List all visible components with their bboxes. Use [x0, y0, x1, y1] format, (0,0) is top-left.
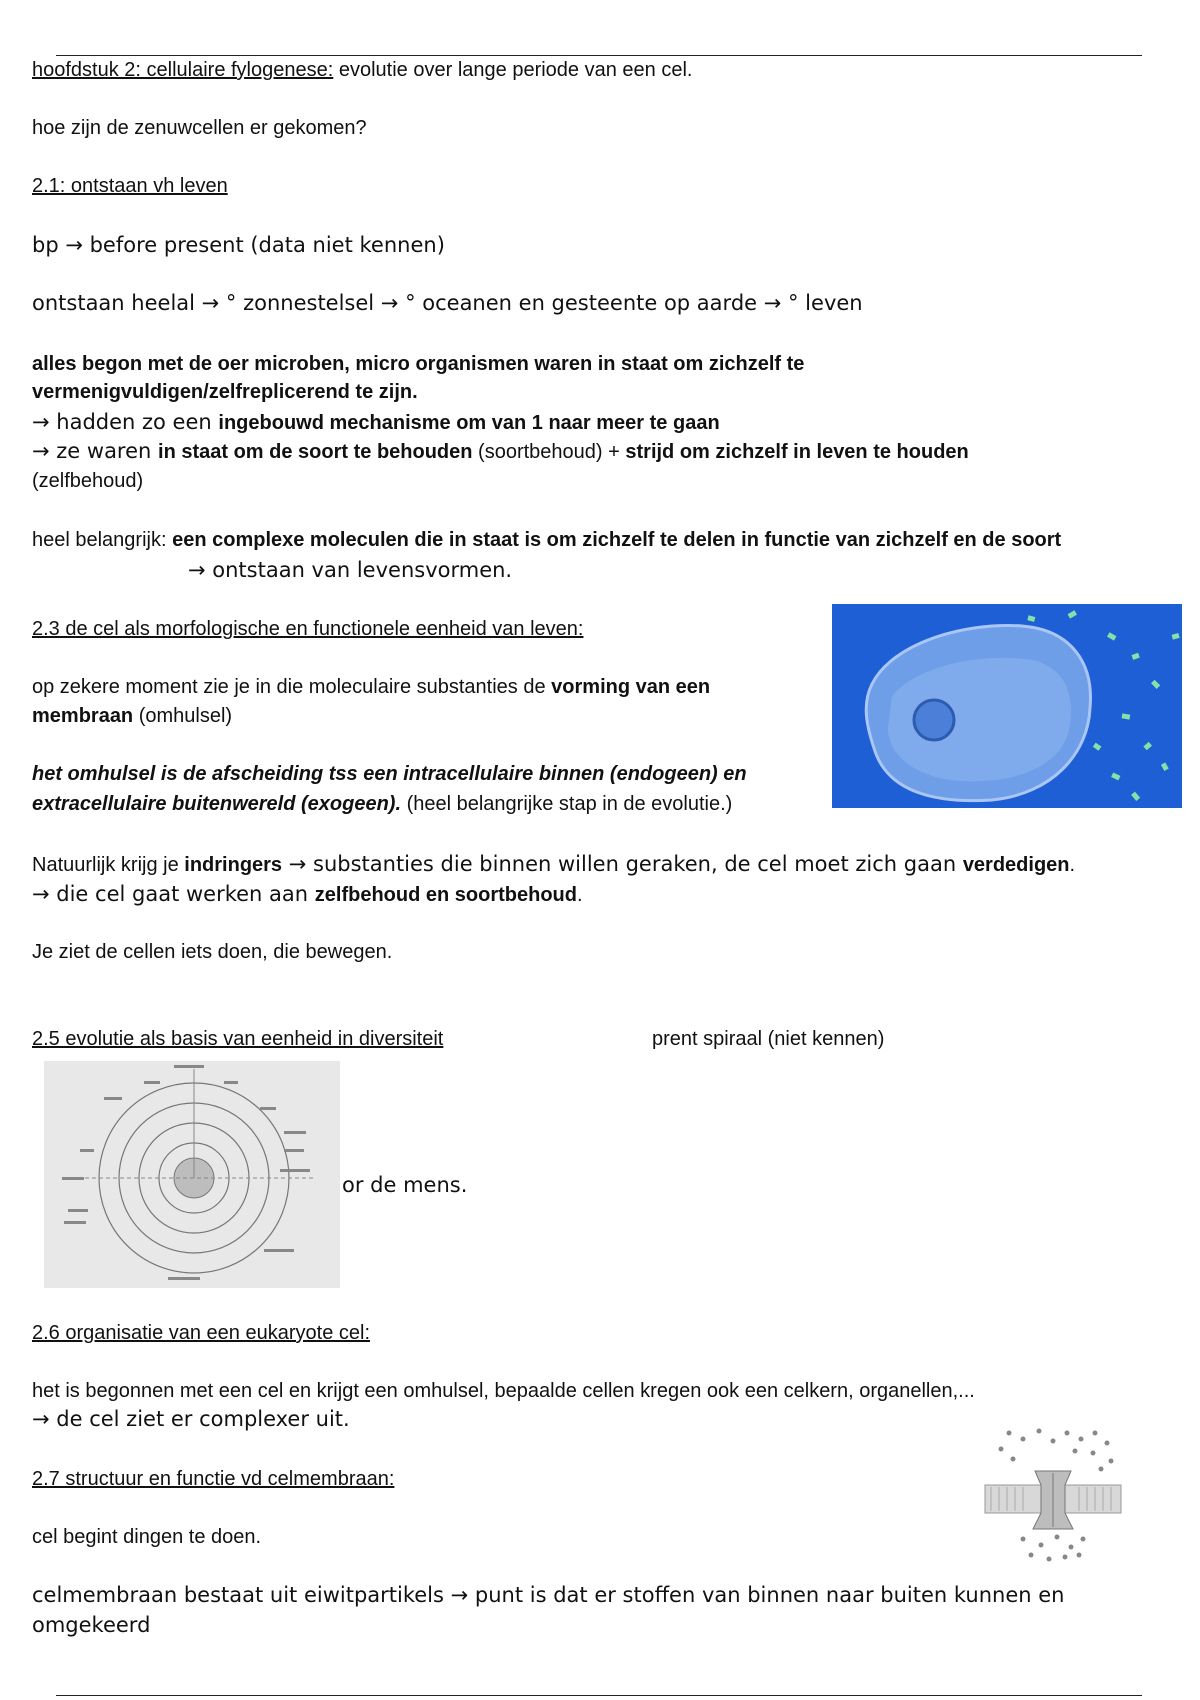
origin-chain: ontstaan heelal → ° zonnestelsel → ° oceanen en gesteente op aarde → ° leven: [32, 291, 863, 315]
microbes-line-2: [32, 378, 418, 406]
question-line: hoe zijn de zenuwcellen er gekomen?: [32, 117, 367, 139]
amoeba-photo: [832, 604, 1182, 808]
arrow2-pre: → ze waren: [32, 439, 159, 463]
membrane-pre: op zekere moment zie je in die moleculaire substanties de: [32, 676, 552, 698]
important-line: [32, 526, 1061, 554]
arrow-line-2-end: (zelfbehoud): [32, 470, 144, 492]
self-bold: zelfbehoud en soortbehoud: [314, 884, 577, 906]
important-pre: heel belangrijk:: [32, 529, 173, 551]
envelope-bold-italic-1: het omhulsel is de afscheiding tss een intracellulaire binnen (endogeen) en: [32, 763, 747, 785]
membrane-channel-svg: [983, 1425, 1123, 1565]
self-pre: → die cel gaat werken aan: [32, 882, 315, 906]
amoeba-photo-svg: [832, 604, 1182, 808]
membrane-bold: vorming van een: [551, 676, 711, 698]
partial-text: or de mens.: [342, 1173, 468, 1197]
arrow-line-1: [32, 408, 720, 437]
self-preservation-line: [32, 880, 583, 909]
spiral-note: prent spiraal (niet kennen): [652, 1028, 885, 1050]
intruders-mid: → substanties die binnen willen geraken, de cel moet zich gaan: [282, 852, 963, 876]
section-2-5-heading: 2.5 evolutie als basis van eenheid in diversiteit: [32, 1028, 444, 1050]
important-bold: een complexe moleculen die in staat is om zichzelf te delen in functie van zichzelf en de soort: [172, 529, 1062, 551]
envelope-end: (heel belangrijke stap in de evolutie.): [401, 793, 733, 815]
arrow2-bold: in staat om de soort te behouden: [158, 441, 473, 463]
envelope-bold-italic-2: extracellulaire buitenwereld (exogeen).: [32, 793, 402, 815]
chapter-heading: [32, 56, 692, 84]
chapter-heading-rest: evolutie over lange periode van een cel.: [333, 59, 693, 81]
arrow-line-2: [32, 437, 969, 466]
arrow2-mid: (soortbehoud) +: [472, 441, 626, 463]
self-end: .: [576, 884, 583, 906]
membrane-line-2: [32, 702, 232, 730]
cells-move-line: Je ziet de cellen iets doen, die bewegen.: [32, 941, 393, 963]
membrane-channel-figure: [983, 1425, 1123, 1565]
outside-particles: [999, 1429, 1114, 1472]
important-arrow: → ontstaan van levensvormen.: [188, 558, 513, 582]
evolution-spiral-svg: [44, 1061, 340, 1288]
microbes-line-1: [32, 350, 804, 378]
chapter-heading-label: hoofdstuk 2: cellulaire fylogenese:: [32, 59, 334, 81]
intruders-bold: indringers: [184, 854, 283, 876]
section-2-1-heading: 2.1: ontstaan vh leven: [32, 175, 228, 197]
section-2-3-heading: 2.3 de cel als morfologische en functionele eenheid van leven:: [32, 618, 584, 640]
intruders-bold-2: verdedigen: [962, 854, 1070, 876]
membrane-proteins-line-2: omgekeerd: [32, 1613, 151, 1637]
cell-does-line: cel begint dingen te doen.: [32, 1526, 262, 1548]
arrow1-pre: → hadden zo een: [32, 410, 219, 434]
eukaryote-line-1: het is begonnen met een cel en krijgt een omhulsel, bepaalde cellen kregen ook een celkern, organellen,...: [32, 1380, 975, 1402]
membrane-line-1: [32, 673, 710, 701]
microbes-bold-1: alles begon met de oer microben, micro organismen waren in staat om zichzelf te: [32, 353, 805, 375]
section-2-7-heading: 2.7 structuur en functie vd celmembraan:: [32, 1468, 395, 1490]
membrane-end: (omhulsel): [133, 705, 233, 727]
intruders-line: [32, 850, 1075, 879]
bottom-rule: [56, 1695, 1142, 1696]
membrane-proteins-line-1: celmembraan bestaat uit eiwitpartikels → punt is dat er stoffen van binnen naar buiten kunnen en: [32, 1583, 1065, 1607]
section-2-6-heading: 2.6 organisatie van een eukaryote cel:: [32, 1322, 370, 1344]
membrane-bold-2: membraan: [32, 705, 134, 727]
amoeba-nucleus: [914, 700, 954, 740]
intruders-pre: Natuurlijk krijg je: [32, 854, 185, 876]
microbes-bold-2: vermenigvuldigen/zelfreplicerend te zijn.: [32, 381, 418, 403]
bp-line: bp → before present (data niet kennen): [32, 233, 445, 257]
evolution-spiral-figure: [44, 1061, 340, 1288]
envelope-line-2: [32, 790, 732, 818]
arrow2-bold-2: strijd om zichzelf in leven te houden: [625, 441, 969, 463]
intruders-end: .: [1069, 854, 1076, 876]
inside-particles: [1021, 1535, 1086, 1562]
eukaryote-line-2: → de cel ziet er complexer uit.: [32, 1407, 350, 1431]
arrow1-bold: ingebouwd mechanisme om van 1 naar meer te gaan: [218, 412, 720, 434]
envelope-line-1: [32, 760, 747, 788]
